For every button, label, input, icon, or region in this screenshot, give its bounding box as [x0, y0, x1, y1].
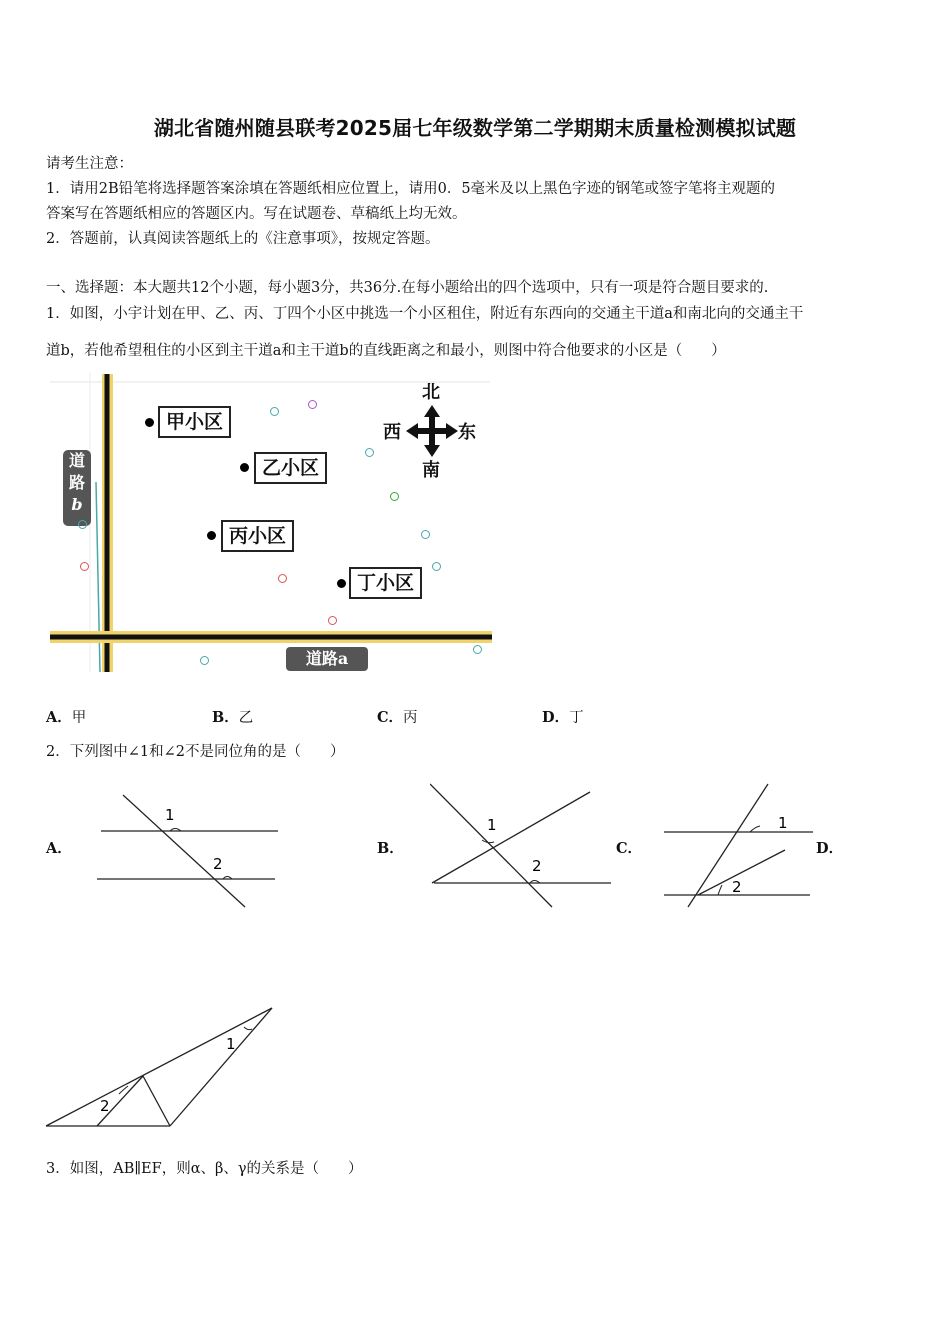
q1-option-a[interactable] [46, 706, 86, 727]
compass-south: 南 [422, 460, 440, 481]
q1-option-d-text: 丁 [569, 710, 584, 726]
q2a-angle1: 1 [165, 806, 175, 824]
q2-option-c-label[interactable]: C． [616, 840, 643, 857]
yi-dot [240, 463, 249, 472]
q2-figure-d [42, 1005, 277, 1133]
q2d-angle2: 2 [100, 1097, 110, 1115]
q2-figure-c [660, 782, 815, 910]
poi-icon [78, 520, 89, 529]
road-b-char-2: 路 [68, 473, 85, 492]
q2-stem: 2．下列图中∠1和∠2不是同位角的是（ ） [46, 744, 345, 760]
q2a-angle2: 2 [213, 855, 223, 873]
ding-label: 丁小区 [349, 567, 422, 599]
section-heading: 一、选择题：本大题共12个小题，每小题3分，共36分.在每小题给出的四个选项中，只有一项是符合题目要求的. [46, 280, 769, 296]
compass-arrows-icon [402, 401, 462, 461]
q2-option-b-label[interactable]: B． [377, 840, 404, 857]
q2-figure-b [430, 782, 615, 910]
poi-icon [308, 400, 319, 409]
q2c-angle2: 2 [732, 878, 742, 896]
q1-stem-line-1: 1．如图，小宇计划在甲、乙、丙、丁四个小区中挑选一个小区租住，附近有东西向的交通主干道a和南北向的交通主干 [46, 306, 804, 322]
yi-label: 乙小区 [254, 452, 327, 484]
road-a-label: 道路a [286, 647, 368, 671]
notice-line-1b: 答案写在答题纸相应的答题区内。写在试题卷、草稿纸上均无效。 [46, 206, 467, 222]
poi-icon [432, 562, 443, 571]
q2-figure-a [95, 792, 285, 910]
q1-option-d[interactable] [542, 706, 584, 727]
page-title: 湖北省随州随县联考2025届七年级数学第二学期期末质量检测模拟试题 [153, 116, 797, 140]
q1-option-c-text: 丙 [403, 710, 418, 726]
q1-option-b-text: 乙 [238, 710, 254, 726]
q1-option-c[interactable] [377, 706, 418, 727]
poi-icon [278, 574, 289, 583]
q1-option-c-letter: C． [377, 709, 404, 726]
q1-map-figure [50, 372, 495, 674]
poi-icon [390, 492, 401, 501]
ding-dot [337, 579, 346, 588]
q2d-angle1: 1 [226, 1035, 236, 1053]
compass-west: 西 [383, 422, 401, 443]
q3-stem: 3．如图，AB∥EF，则α、β、γ的关系是（ ） [46, 1161, 363, 1177]
poi-icon [80, 562, 91, 571]
q1-option-a-letter: A． [46, 709, 72, 726]
q1-option-d-letter: D． [542, 709, 570, 726]
road-b-char-3: b [71, 495, 83, 514]
road-b-char-1: 道 [68, 451, 85, 470]
q1-option-b-letter: B． [212, 709, 239, 726]
jia-label: 甲小区 [158, 406, 231, 438]
q2-option-a-label[interactable]: A． [46, 840, 72, 857]
notice-line-1: 1．请用2B铅笔将选择题答案涂填在答题纸相应位置上，请用0．5毫米及以上黑色字迹的钢笔或签字笔将主观题的 [46, 181, 776, 197]
poi-icon [421, 530, 432, 539]
poi-icon [200, 656, 211, 665]
q2c-angle1: 1 [778, 814, 788, 832]
poi-icon [328, 616, 339, 625]
jia-dot [145, 418, 154, 427]
q1-option-b[interactable] [212, 706, 253, 727]
bing-dot [207, 531, 216, 540]
q1-option-a-text: 甲 [71, 710, 87, 726]
notice-line-2: 2．答题前，认真阅读答题纸上的《注意事项》，按规定答题。 [46, 231, 440, 247]
q2b-angle1: 1 [487, 816, 497, 834]
poi-icon [473, 645, 484, 654]
poi-icon [270, 407, 281, 416]
bing-label: 丙小区 [221, 520, 294, 552]
compass-north: 北 [422, 382, 440, 403]
poi-icon [365, 448, 376, 457]
q1-stem-line-2: 道b，若他希望租住的小区到主干道a和主干道b的直线距离之和最小，则图中符合他要求的小区是（ ） [46, 343, 726, 359]
q2-option-d-label[interactable]: D． [816, 840, 844, 857]
road-b-label [63, 450, 91, 526]
q2b-angle2: 2 [532, 857, 542, 875]
compass-east: 东 [458, 422, 476, 443]
notice-heading: 请考生注意： [46, 156, 133, 172]
